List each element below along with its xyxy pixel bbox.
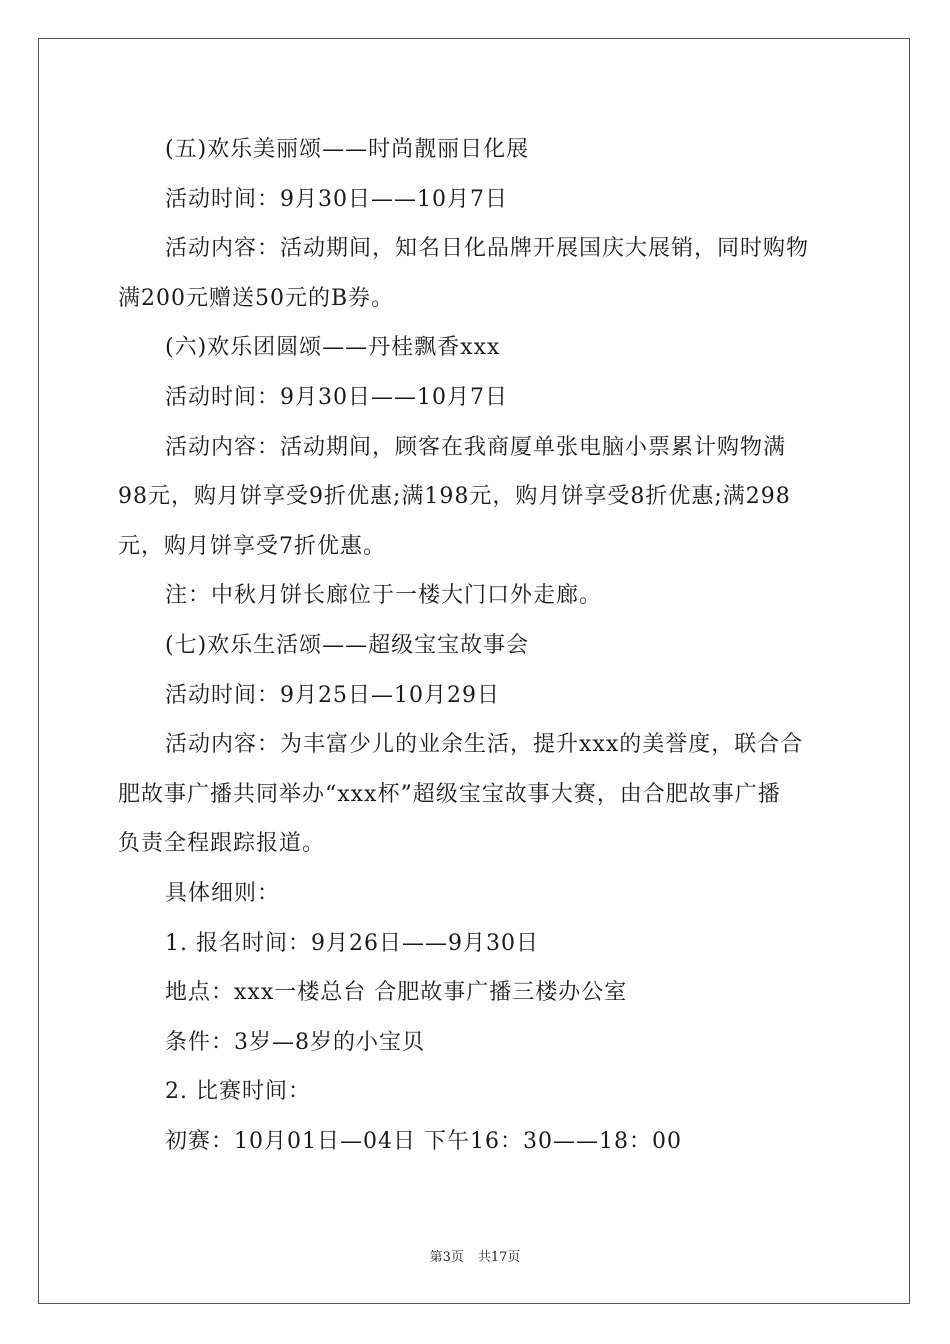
list-item: 1. 报名时间：9月26日——9月30日 bbox=[165, 930, 539, 956]
section-heading-6: (六)欢乐团圆颂——丹桂飘香xxx bbox=[165, 335, 501, 361]
paragraph-line: 活动时间：9月30日——10月7日 bbox=[165, 186, 508, 212]
paragraph-line: 元，购月饼享受7折优惠。 bbox=[118, 533, 386, 559]
note-line: 注：中秋月饼长廊位于一楼大门口外走廊。 bbox=[165, 583, 603, 609]
paragraph-line: 肥故事广播共同举办“xxx杯”超级宝宝故事大赛，由合肥故事广播 bbox=[118, 781, 781, 807]
paragraph-line: 活动内容：为丰富少儿的业余生活，提升xxx的美誉度，联合合 bbox=[165, 732, 804, 758]
list-item: 2. 比赛时间： bbox=[165, 1079, 311, 1105]
paragraph-line: 满200元赠送50元的B券。 bbox=[118, 285, 395, 311]
paragraph-line: 具体细则： bbox=[165, 880, 281, 906]
page-footer bbox=[0, 1246, 950, 1265]
section-heading-7: (七)欢乐生活颂——超级宝宝故事会 bbox=[165, 632, 530, 658]
document-body bbox=[118, 125, 838, 1166]
paragraph-line: 地点：xxx一楼总台 合肥故事广播三楼办公室 bbox=[165, 980, 628, 1006]
section-heading-5: (五)欢乐美丽颂——时尚靓丽日化展 bbox=[165, 137, 530, 162]
page-total: 共17页 bbox=[477, 1250, 521, 1265]
paragraph-line: 初赛：10月01日—04日 下午16：30——18：00 bbox=[165, 1128, 682, 1154]
paragraph-line: 活动内容：活动期间，顾客在我商厦单张电脑小票累计购物满 bbox=[165, 434, 787, 460]
paragraph-line: 活动时间：9月25日—10月29日 bbox=[165, 682, 500, 708]
paragraph-line: 负责全程跟踪报道。 bbox=[118, 831, 326, 857]
paragraph-line: 活动内容：活动期间，知名日化品牌开展国庆大展销，同时购物 bbox=[165, 236, 810, 262]
paragraph-line: 条件：3岁—8岁的小宝贝 bbox=[165, 1029, 425, 1055]
paragraph-line: 98元，购月饼享受9折优惠;满198元，购月饼享受8折优惠;满298 bbox=[118, 484, 791, 510]
paragraph-line: 活动时间：9月30日——10月7日 bbox=[165, 384, 508, 410]
page-number: 第3页 bbox=[429, 1250, 464, 1265]
